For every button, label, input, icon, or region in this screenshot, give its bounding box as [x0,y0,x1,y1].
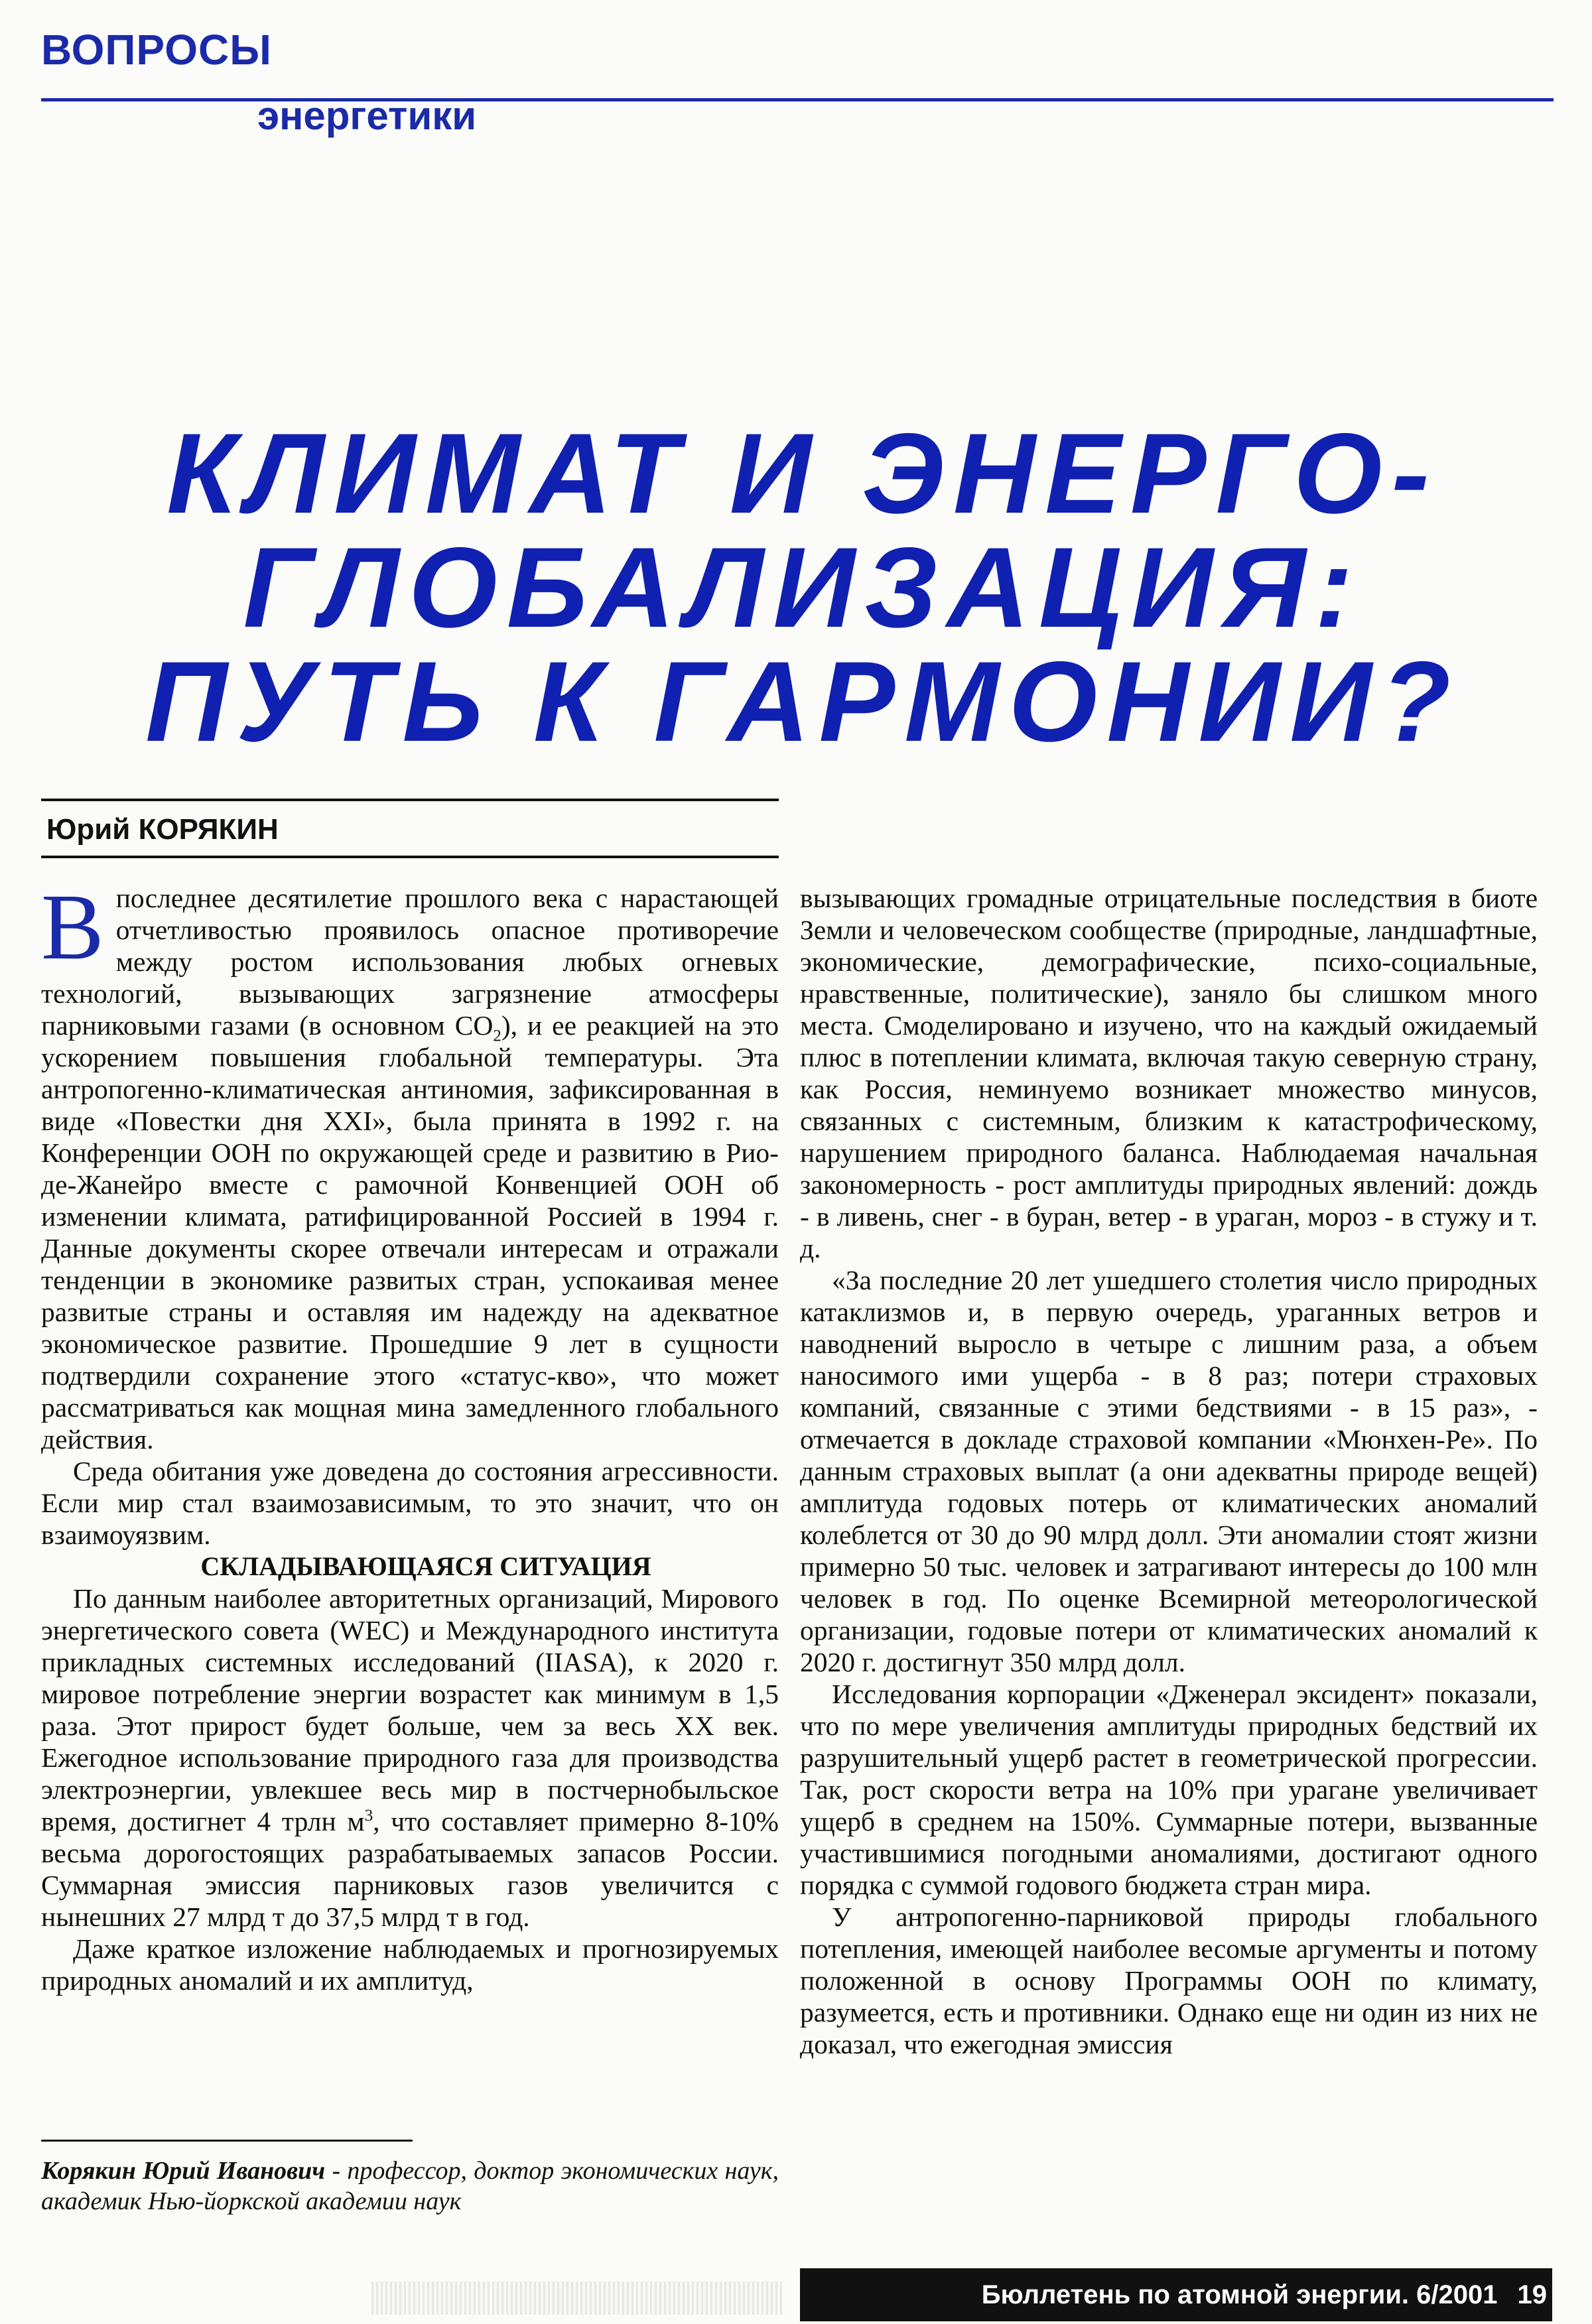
paragraph: Среда обитания уже доведена до состояния агрессивности. Если мир стал взаимозависимым, то это значит, что он взаимоуязвим. [41,1456,779,1550]
paragraph [41,1582,779,1933]
article-column-right [800,882,1538,2060]
cubic-superscript: 3 [364,1807,373,1825]
paragraph: Исследования корпорации «Дженерал эксидент» показали, что по мере увеличения амплитуды природных бедствий их разрушительный ущерб растет в геометрической прогрессии. Так, рост скорости ветра на 10% при урагане увеличивает ущерб в среднем на 150%. Суммарные потери, вызванные участившимися погодными аномалиями, достигают одного порядка с суммой годового бюджета стран мира. [800,1679,1538,1900]
paragraph-text-b: , что составляет примерно 8-10% весьма дорогостоящих разрабатываемых запасов России. Суммарная эмиссия парниковых газов увеличится с нынешних 27 млрд т до 37,5 млрд т в год. [41,1806,779,1932]
article-title [40,410,1565,765]
co2-subscript: 2 [493,1027,501,1045]
footnote-text: - профессор, доктор экономических наук, академик Нью-йоркской академии наук [41,2157,779,2215]
footnote-author-name: Корякин Юрий Иванович [41,2157,326,2185]
paragraph: У антропогенно-парниковой природы глобального потепления, имеющей наиболее весомые аргументы и потому положенной в основу Программы ООН по климату, разумеется, есть и противники. Однако еще ни один из них не доказал, что ежегодная эмиссия [800,1902,1538,2059]
scan-smudge [371,2282,783,2315]
intro-text-a: последнее десятилетие прошлого века с нарастающей отчетливостью проявилось опасное противоречие между ростом использования любых огневых технологий, вызывающих загрязнение атмосферы парниковыми газами (в основном CO [41,883,779,1041]
section-heading: СКЛАДЫВАЮЩАЯСЯ СИТУАЦИЯ [200,1551,651,1581]
paragraph-text-a: По данным наиболее авторитетных организаций, Мирового энергетического совета (WEC) и Международного института прикладных системных исследований (IIASA), к 2020 г. мировое потребление энергии возрастет как минимум в 1,5 раза. Этот прирост будет больше, чем за весь XX век. Ежегодное использование природного газа для производства электроэнергии, увлекшее весь мир в постчернобыльское время, достигнет 4 трлн м [41,1583,779,1837]
byline-rule-bottom [41,856,779,858]
paragraph: Даже краткое изложение наблюдаемых и прогнозируемых природных аномалий и их амплитуд, [41,1933,779,1996]
journal-name: Бюллетень по атомной энергии. 6/2001 [981,2280,1498,2309]
paragraph: «За последние 20 лет ушедшего столетия число природных катаклизмов и, в первую очередь, ураганных ветров и наводнений выросло в четыре с лишним раза, а объем наносимого ими ущерба - в 8 раз; потери страховых компаний, связанные с этими бедствиями - в 15 раз», - отмечается в докладе страховой компании «Мюнхен-Ре». По данным страховых выплат (а они адекватны природе вещей) амплитуда годовых потерь от климатических аномалий колеблется от 30 до 90 млрд долл. Эти аномалии стоят жизни примерно 50 тыс. человек и затрагивают интересы до 100 млн человек в год. По оценке Всемирной метеорологической организации, годовые потери от климатических аномалий к 2020 г. достигнут 350 млрд долл. [800,1265,1538,1677]
title-line-1: КЛИМАТ И ЭНЕРГО- [166,410,1439,537]
rubric-title: ВОПРОСЫ [41,26,272,74]
title-line-3: ПУТЬ К ГАРМОНИИ? [145,638,1460,765]
paragraph-intro [41,874,779,1455]
rubric-subtitle: энергетики [257,94,477,138]
byline-rule-top [41,799,779,801]
author-byline: Юрий КОРЯКИН [46,813,279,846]
footnote-rule [41,2140,413,2142]
page-footer [800,2268,1552,2321]
page-number: 19 [1517,2280,1547,2309]
drop-cap: В [41,874,104,979]
intro-text-b: ), и ее реакцией на это ускорением повышения глобальной температуры. Эта антропогенно-климатическая антиномия, зафиксированная в виде «Повестки дня XXI», была принята в 1992 г. на Конференции ООН по окружающей среде и развитию в Рио-де-Жанейро вместе с рамочной Конвенцией ООН об изменении климата, ратифицированной Россией в 1994 г. Данные документы скорее отвечали интересам и отражали тенденции в экономике развитых стран, успокаивая менее развитые страны и оставляя им надежду на адекватное экономическое развитие. Прошедшие 9 лет в сущности подтвердили сохранение этого «статус-кво», что может рассматриваться как мощная мина замедленного глобального действия. [41,1010,779,1454]
article-column-left [41,874,779,1996]
author-footnote [41,2156,779,2217]
paragraph-continued: вызывающих громадные отрицательные последствия в биоте Земли и человеческом сообществе (природные, ландшафтные, экономические, демографические, психо-социальные, нравственные, политические), заняло бы слишком много места. Смоделировано и изучено, что на каждый ожидаемый плюс в потеплении климата, включая такую северную страну, как Россия, неминуемо возникает множество минусов, связанных с системным, близким к катастрофическому, нарушением природного баланса. Наблюдаемая начальная закономерность - рост амплитуды природных явлений: дождь - в ливень, снег - в буран, ветер - в ураган, мороз - в стужу и т. д. [800,883,1538,1263]
title-line-2: ГЛОБАЛИЗАЦИЯ: [243,524,1362,651]
